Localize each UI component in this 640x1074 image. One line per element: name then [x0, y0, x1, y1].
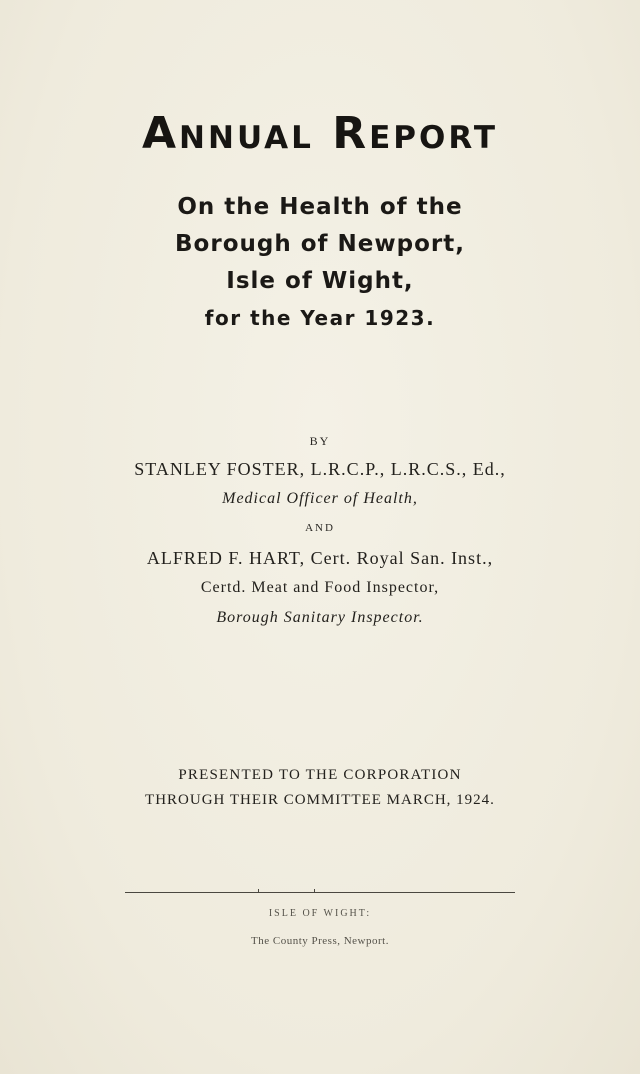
subtitle-line-2: Borough of Newport,: [175, 231, 465, 257]
author2-name: ALFRED F. HART, Cert. Royal San. Inst.,: [146, 548, 494, 568]
subtitle-line-3: Isle of Wight,: [226, 268, 414, 294]
author1-name: STANLEY FOSTER, L.R.C.P., L.R.C.S., Ed.,: [134, 459, 506, 479]
by-label: BY: [309, 434, 331, 448]
divider-tick: [258, 889, 259, 893]
divider-rule: [125, 892, 515, 893]
subtitle-line-4: for the Year 1923.: [204, 306, 436, 330]
author2-qualification: Certd. Meat and Food Inspector,: [200, 579, 440, 596]
author1-role: Medical Officer of Health,: [222, 490, 418, 507]
author2-role: Borough Sanitary Inspector.: [216, 609, 424, 626]
subtitle-line-1: On the Health of the: [177, 194, 463, 220]
divider-tick: [314, 889, 315, 893]
presentation-line-2: THROUGH THEIR COMMITTEE MARCH, 1924.: [145, 792, 495, 808]
report-title: Annual Report: [142, 108, 498, 159]
imprint-place: ISLE OF WIGHT:: [268, 908, 372, 919]
and-label: AND: [305, 522, 335, 534]
imprint-printer: The County Press, Newport.: [251, 935, 389, 947]
presentation-line-1: PRESENTED TO THE CORPORATION: [178, 767, 462, 783]
